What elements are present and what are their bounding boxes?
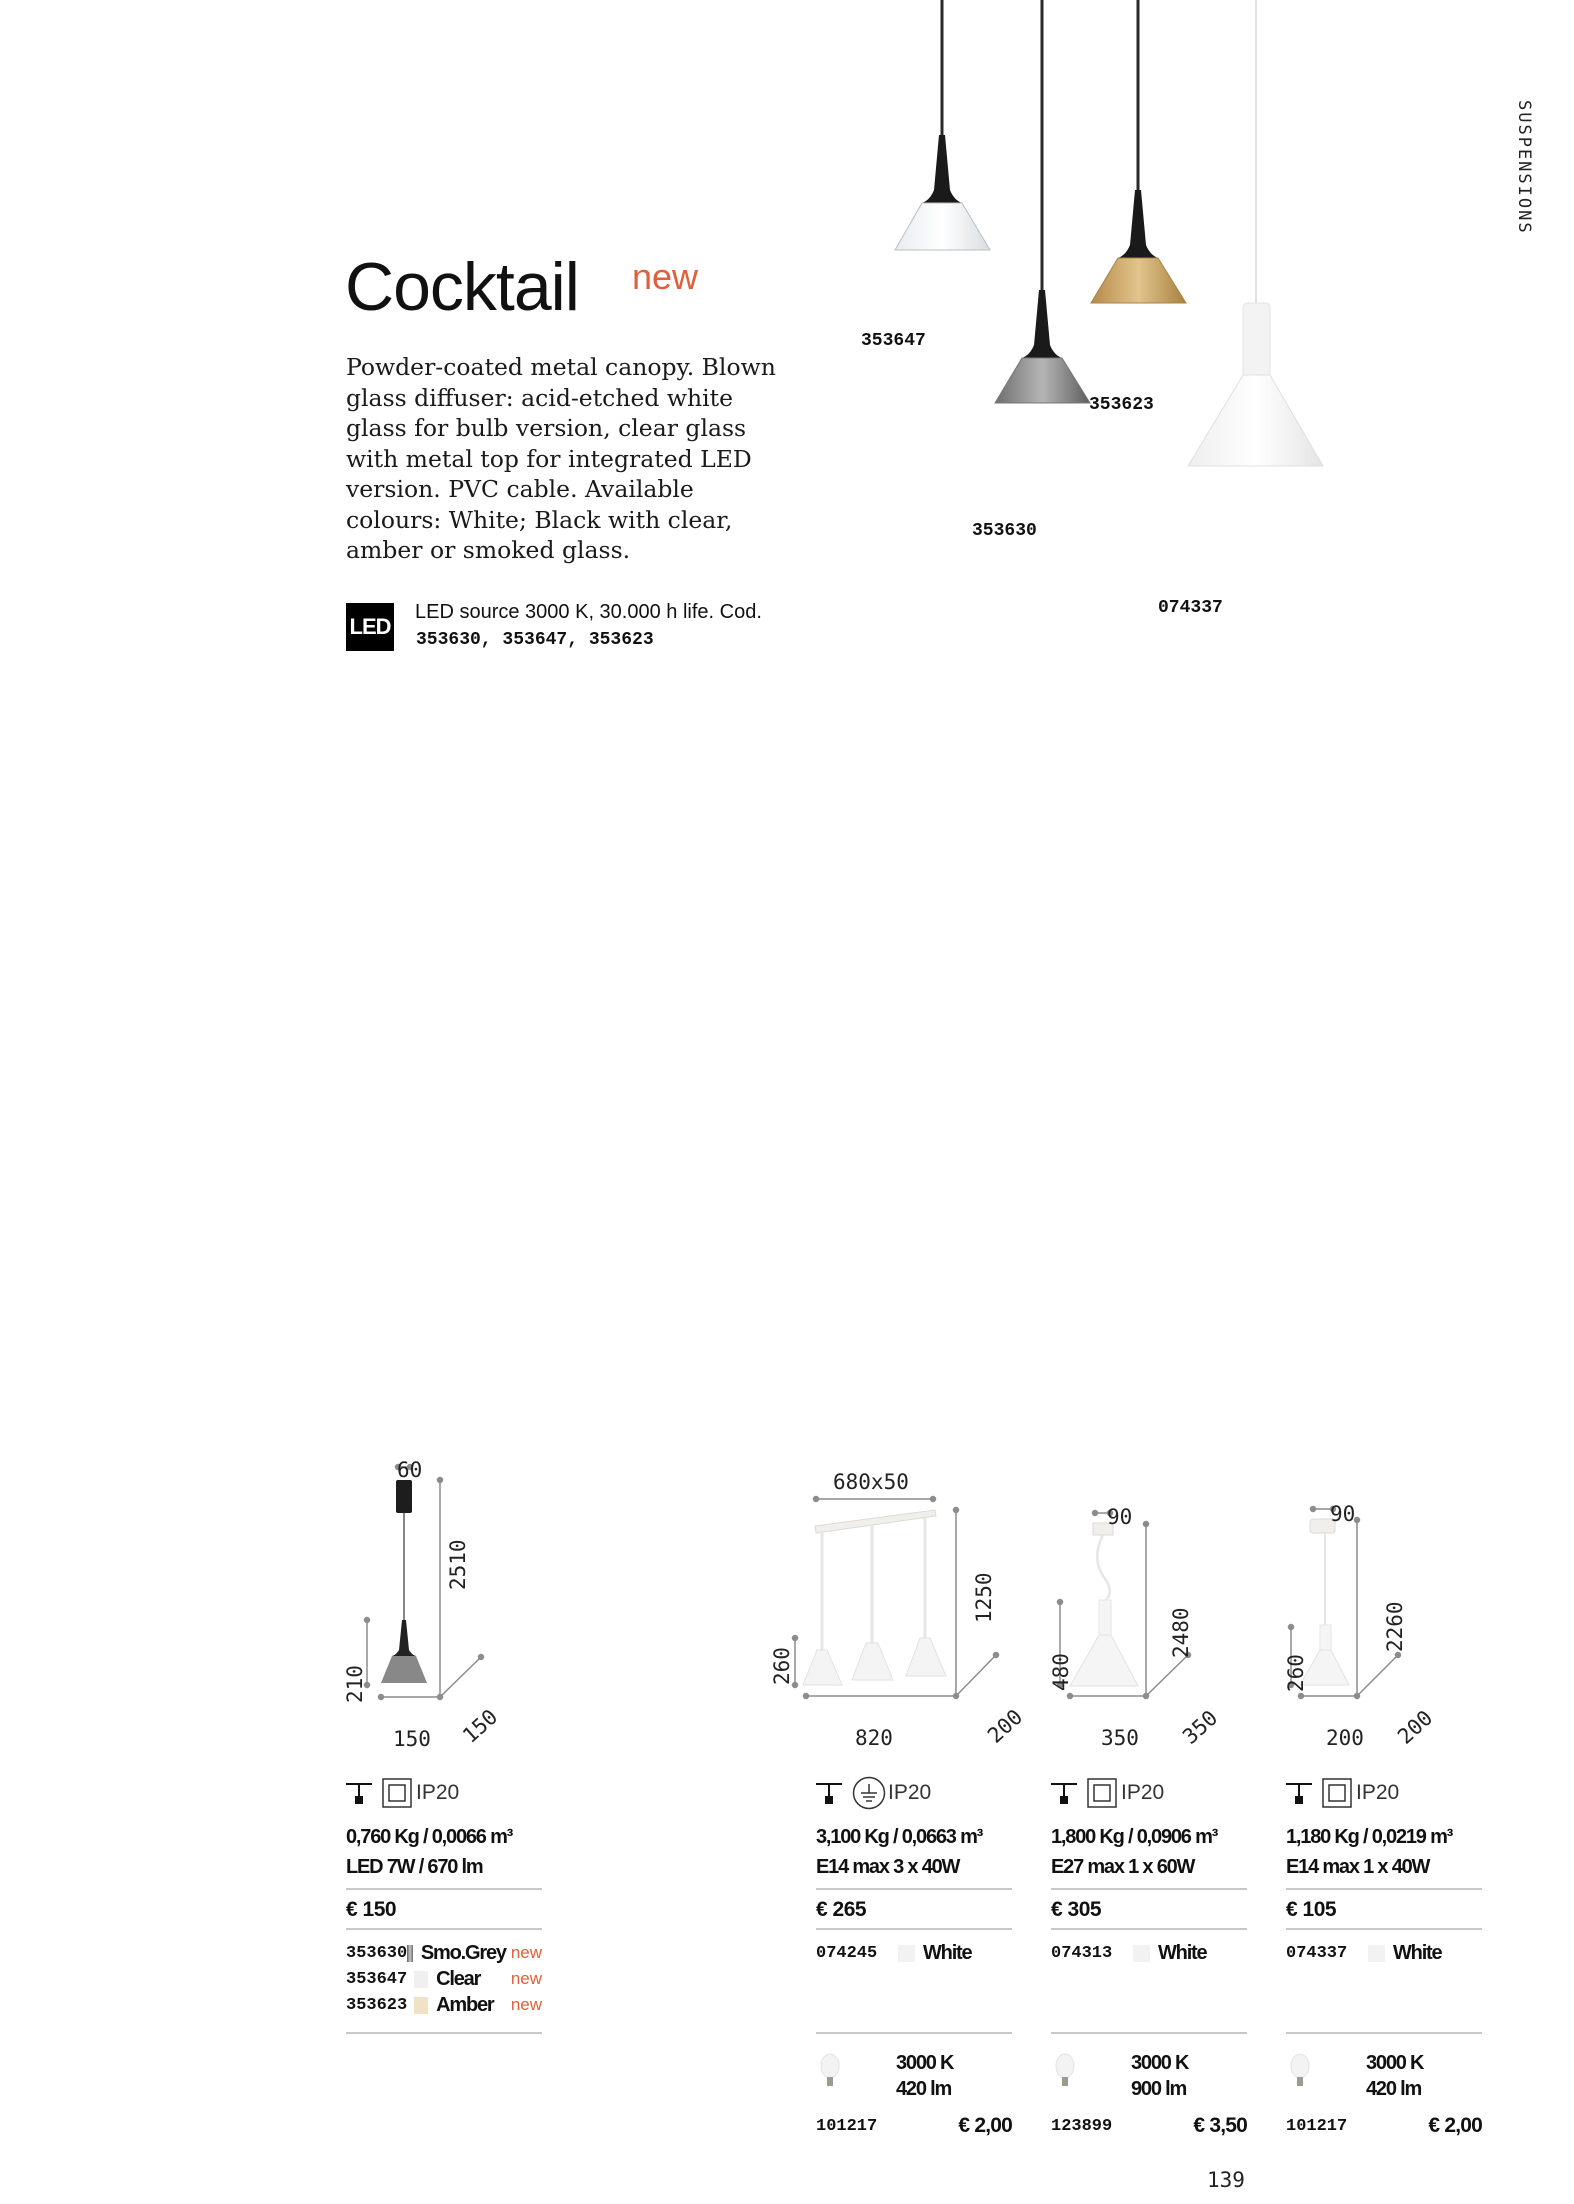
dim-shade-height: 210 xyxy=(343,1665,367,1703)
dim-height: 1250 xyxy=(972,1572,996,1623)
dim-shade-height: 260 xyxy=(1284,1654,1308,1692)
variant-code: 074313 xyxy=(1051,1943,1113,1963)
bulb-info xyxy=(1051,2050,1247,2108)
weight: 1,800 Kg / 0,0906 m³ xyxy=(1051,1826,1218,1848)
color-swatch xyxy=(414,1971,428,1988)
variant-code: 074337 xyxy=(1286,1943,1348,1963)
product-title: Cocktail xyxy=(345,249,579,325)
product-column xyxy=(1051,1776,1247,2138)
variant-row xyxy=(346,1966,542,1992)
ip-rating: IP20 xyxy=(1356,1781,1400,1804)
variant-row xyxy=(1051,1940,1247,1966)
led-note-codes: 353630, 353647, 353623 xyxy=(416,630,654,650)
dim-top: 680x50 xyxy=(833,1470,909,1494)
weight: 0,760 Kg / 0,0066 m³ xyxy=(346,1826,513,1848)
dim-depth: 200 xyxy=(1393,1705,1438,1749)
color-swatch xyxy=(414,1997,428,2014)
product-description: Powder-coated metal canopy. Blown glass diffuser: acid-etched white glass for bulb version, clear glass with metal top for integrated LED version. PVC cable. Available colours: White; Black with clear, amber or smoked glass. xyxy=(346,353,776,564)
divider xyxy=(1051,1888,1247,1890)
dim-width: 200 xyxy=(1326,1726,1364,1750)
variant-row xyxy=(816,1940,1012,1966)
variant-name: White xyxy=(1393,1941,1442,1964)
bulb-price: € 2,00 xyxy=(958,2114,1012,2137)
divider xyxy=(346,1888,542,1890)
ip-rating: IP20 xyxy=(888,1781,932,1804)
variant-name: Smo.Grey xyxy=(420,1941,506,1964)
dim-height: 2510 xyxy=(446,1539,470,1590)
class-ii-icon xyxy=(1322,1778,1352,1808)
power: E14 max 3 x 40W xyxy=(816,1856,960,1878)
variant-row xyxy=(346,1940,542,1966)
color-swatch xyxy=(407,1945,413,1962)
divider xyxy=(816,1888,1012,1890)
divider xyxy=(816,1928,1012,1930)
dim-top: 60 xyxy=(397,1458,423,1482)
bulb-code: 101217 xyxy=(1286,2116,1348,2136)
bulb-lumen: 900 lm xyxy=(1131,2078,1187,2100)
divider xyxy=(816,2032,1012,2034)
ceiling-mount-icon xyxy=(816,1780,842,1806)
weight: 1,180 Kg / 0,0219 m³ xyxy=(1286,1826,1453,1848)
bulb-icon xyxy=(1051,2050,1131,2106)
section-tab xyxy=(1514,100,1554,260)
dim-top: 90 xyxy=(1330,1502,1356,1526)
section-tab-label: SUSPENSIONS xyxy=(1514,100,1534,235)
photo-label: 353630 xyxy=(972,521,1037,541)
ip-rating: IP20 xyxy=(1121,1781,1165,1804)
lamp-clear-photo xyxy=(895,0,990,250)
divider xyxy=(1051,2032,1247,2034)
dim-height: 2480 xyxy=(1169,1607,1193,1658)
variant-name: Clear xyxy=(436,1967,481,1990)
dim-depth: 200 xyxy=(983,1704,1028,1748)
product-column xyxy=(346,1776,542,2034)
photo-label: 353623 xyxy=(1089,395,1154,415)
price: € 265 xyxy=(816,1898,867,1921)
bulb-lumen: 420 lm xyxy=(896,2078,952,2100)
price: € 305 xyxy=(1051,1898,1102,1921)
variant-code: 353623 xyxy=(346,1995,408,2015)
variant-code: 353630 xyxy=(346,1943,408,1963)
product-column xyxy=(1286,1776,1482,2138)
ceiling-mount-icon xyxy=(346,1780,372,1806)
bulb-row xyxy=(816,2114,1012,2138)
page-number: 139 xyxy=(1207,2168,1245,2192)
bulb-temperature: 3000 K xyxy=(1131,2052,1189,2074)
ceiling-mount-icon xyxy=(1051,1780,1077,1806)
bulb-code: 123899 xyxy=(1051,2116,1113,2136)
dim-depth: 150 xyxy=(458,1704,503,1748)
dim-shade-height: 260 xyxy=(770,1647,794,1685)
bulb-temperature: 3000 K xyxy=(896,2052,954,2074)
dim-shade-height: 480 xyxy=(1049,1653,1073,1691)
power: E27 max 1 x 60W xyxy=(1051,1856,1195,1878)
dim-width: 150 xyxy=(393,1727,431,1751)
variant-list xyxy=(1051,1940,1247,1966)
divider xyxy=(1286,2032,1482,2034)
class-ii-icon xyxy=(382,1778,412,1808)
color-swatch xyxy=(1133,1945,1150,1962)
dimension-diagram xyxy=(760,1460,1040,1740)
led-icon: LED xyxy=(346,603,394,651)
variant-code: 074245 xyxy=(816,1943,878,1963)
ceiling-mount-icon xyxy=(1286,1780,1312,1806)
bulb-icon xyxy=(1286,2050,1366,2106)
variant-code: 353647 xyxy=(346,1969,408,1989)
bulb-temperature: 3000 K xyxy=(1366,2052,1424,2074)
earth-ground-icon xyxy=(852,1776,886,1810)
lamp-grey-photo xyxy=(995,0,1090,403)
led-note-text: LED source 3000 K, 30.000 h life. Cod. xyxy=(415,601,762,623)
dimension-diagram xyxy=(330,1440,580,1750)
photo-label: 353647 xyxy=(861,331,926,351)
divider xyxy=(1286,1888,1482,1890)
variant-row xyxy=(1286,1940,1482,1966)
variant-list xyxy=(346,1940,542,2018)
dim-depth: 350 xyxy=(1178,1705,1223,1749)
weight: 3,100 Kg / 0,0663 m³ xyxy=(816,1826,983,1848)
bulb-row xyxy=(1286,2114,1482,2138)
divider xyxy=(1051,1928,1247,1930)
lamp-amber-photo xyxy=(1091,0,1186,303)
bulb-code: 101217 xyxy=(816,2116,878,2136)
bulb-info xyxy=(816,2050,1012,2108)
icon-row xyxy=(816,1776,1012,1810)
new-badge: new xyxy=(510,1995,543,2014)
bulb-info xyxy=(1286,2050,1482,2108)
power: LED 7W / 670 lm xyxy=(346,1856,483,1878)
variant-name: White xyxy=(923,1941,972,1964)
dim-top: 90 xyxy=(1107,1505,1133,1529)
variant-list xyxy=(816,1940,1012,1966)
dimension-diagram xyxy=(1040,1490,1280,1730)
bulb-icon xyxy=(816,2050,896,2106)
ip-rating: IP20 xyxy=(416,1781,460,1804)
dim-width: 350 xyxy=(1101,1726,1139,1750)
color-swatch xyxy=(1368,1945,1385,1962)
bulb-price: € 3,50 xyxy=(1193,2114,1247,2137)
power: E14 max 1 x 40W xyxy=(1286,1856,1430,1878)
variant-list xyxy=(1286,1940,1482,1966)
color-swatch xyxy=(898,1945,915,1962)
product-column xyxy=(816,1776,1012,2138)
icon-row xyxy=(346,1776,542,1810)
new-badge: new xyxy=(510,1943,542,1962)
new-badge: new xyxy=(510,1969,543,1988)
divider xyxy=(346,1928,542,1930)
variant-name: Amber xyxy=(436,1993,494,2016)
class-ii-icon xyxy=(1087,1778,1117,1808)
bulb-lumen: 420 lm xyxy=(1366,2078,1422,2100)
variant-row xyxy=(346,1992,542,2018)
icon-row xyxy=(1051,1776,1247,1810)
variant-name: White xyxy=(1158,1941,1207,1964)
icon-row xyxy=(1286,1776,1482,1810)
divider xyxy=(346,2032,542,2034)
bulb-row xyxy=(1051,2114,1247,2138)
dim-width: 820 xyxy=(855,1726,893,1750)
bulb-price: € 2,00 xyxy=(1428,2114,1482,2137)
photo-label: 074337 xyxy=(1158,598,1223,618)
product-photo xyxy=(840,0,1440,640)
divider xyxy=(1286,1928,1482,1930)
lamp-white-photo xyxy=(1188,0,1323,466)
dim-height: 2260 xyxy=(1383,1601,1407,1652)
new-badge: new xyxy=(632,256,699,297)
price: € 150 xyxy=(346,1898,397,1921)
price: € 105 xyxy=(1286,1898,1337,1921)
